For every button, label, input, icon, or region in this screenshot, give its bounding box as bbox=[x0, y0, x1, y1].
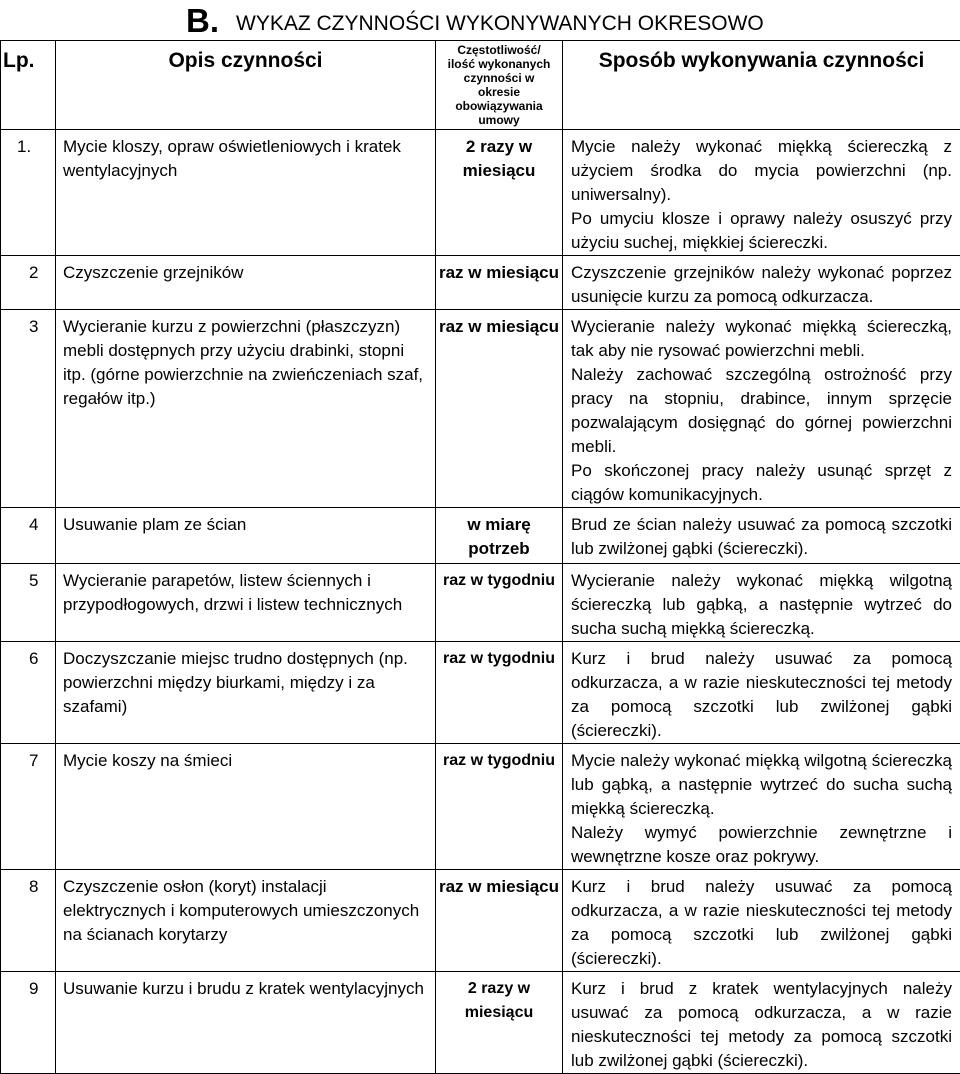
row-frequency: w miarę potrzeb bbox=[436, 508, 563, 564]
section-letter: B. bbox=[186, 2, 219, 40]
method-paragraph: Kurz i brud należy usuwać za pomocą odkurzacza, a w razie nieskuteczności tej metody za pomocą szczotki lub zwilżonej gąbki (ściereczki). bbox=[571, 875, 952, 971]
method-paragraph: Kurz i brud z kratek wentylacyjnych należy usuwać za pomocą odkurzacza, a w razie nieskuteczności tej metody za pomocą szczotki lub zwilżonej gąbki (ściereczki). bbox=[571, 977, 952, 1073]
header-frequency bbox=[436, 41, 563, 130]
row-number: 8 bbox=[1, 870, 56, 972]
table-row bbox=[1, 870, 960, 972]
method-paragraph: Czyszczenie grzejników należy wykonać poprzez usunięcie kurzu za pomocą odkurzacza. bbox=[571, 261, 952, 309]
header-lp: Lp. bbox=[1, 41, 56, 130]
section-title: WYKAZ CZYNNOŚCI WYKONYWANYCH OKRESOWO bbox=[236, 12, 764, 36]
row-description: Wycieranie parapetów, listew ściennych i przypodłogowych, drzwi i listew technicznych bbox=[56, 564, 436, 642]
row-method bbox=[563, 310, 960, 508]
row-number: 3 bbox=[1, 310, 56, 508]
row-frequency: 2 razy w miesiącu bbox=[436, 130, 563, 256]
method-paragraph: Kurz i brud należy usuwać za pomocą odkurzacza, a w razie nieskuteczności tej metody za pomocą szczotki lub zwilżonej gąbki (ściereczki). bbox=[571, 647, 952, 743]
table-row bbox=[1, 744, 960, 870]
row-frequency: 2 razy w miesiącu bbox=[436, 972, 563, 1074]
row-number: 6 bbox=[1, 642, 56, 744]
method-paragraph: Mycie należy wykonać miękką ściereczką z użyciem środka do mycia powierzchni (np. uniwersalny). bbox=[571, 135, 952, 207]
table-row bbox=[1, 972, 960, 1074]
header-sposob: Sposób wykonywania czynności bbox=[563, 41, 960, 130]
table-header-row bbox=[1, 41, 960, 130]
header-opis: Opis czynności bbox=[56, 41, 436, 130]
row-method bbox=[563, 642, 960, 744]
row-description: Mycie koszy na śmieci bbox=[56, 744, 436, 870]
row-frequency: raz w miesiącu bbox=[436, 310, 563, 508]
row-description: Usuwanie kurzu i brudu z kratek wentylacyjnych bbox=[56, 972, 436, 1074]
row-method bbox=[563, 130, 960, 256]
row-frequency: raz w miesiącu bbox=[436, 256, 563, 310]
row-number: 5 bbox=[1, 564, 56, 642]
row-description: Mycie kloszy, opraw oświetleniowych i kratek wentylacyjnych bbox=[56, 130, 436, 256]
row-method bbox=[563, 744, 960, 870]
method-paragraph: Po skończonej pracy należy usunąć sprzęt z ciągów komunikacyjnych. bbox=[571, 459, 952, 507]
method-paragraph: Brud ze ścian należy usuwać za pomocą szczotki lub zwilżonej gąbki (ściereczki). bbox=[571, 513, 952, 561]
document-title bbox=[0, 2, 960, 40]
row-description: Usuwanie plam ze ścian bbox=[56, 508, 436, 564]
row-method bbox=[563, 256, 960, 310]
header-frequency-line: ilość wykonanych bbox=[436, 57, 562, 71]
row-number: 2 bbox=[1, 256, 56, 310]
method-paragraph: Mycie należy wykonać miękką wilgotną ściereczką lub gąbką, a następnie wytrzeć do sucha suchą miękką ściereczką. bbox=[571, 749, 952, 821]
row-frequency: raz w tygodniu bbox=[436, 642, 563, 744]
table-row bbox=[1, 508, 960, 564]
method-paragraph: Należy wymyć powierzchnie zewnętrzne i wewnętrzne kosze oraz pokrywy. bbox=[571, 821, 952, 869]
header-frequency-line: czynności w bbox=[436, 71, 562, 85]
row-description: Czyszczenie osłon (koryt) instalacji elektrycznych i komputerowych umieszczonych na ścianach korytarzy bbox=[56, 870, 436, 972]
row-method bbox=[563, 508, 960, 564]
method-paragraph: Wycieranie należy wykonać miękką ściereczką, tak aby nie rysować powierzchni mebli. bbox=[571, 315, 952, 363]
row-number: 9 bbox=[1, 972, 56, 1074]
method-paragraph: Po umyciu klosze i oprawy należy osuszyć przy użyciu suchej, miękkiej ściereczki. bbox=[571, 207, 952, 255]
table-row bbox=[1, 130, 960, 256]
row-number: 4 bbox=[1, 508, 56, 564]
method-paragraph: Wycieranie należy wykonać miękką wilgotną ściereczką lub gąbką, a następnie wytrzeć do sucha suchą miękką ściereczką. bbox=[571, 569, 952, 641]
row-method bbox=[563, 564, 960, 642]
header-frequency-line: obowiązywania bbox=[436, 99, 562, 113]
header-frequency-line: umowy bbox=[436, 113, 562, 127]
method-paragraph: Należy zachować szczególną ostrożność przy pracy na stopniu, drabince, innym sprzęcie pozwalającym dosięgnąć do górnej powierzchni mebli. bbox=[571, 363, 952, 459]
row-frequency: raz w tygodniu bbox=[436, 744, 563, 870]
row-description: Wycieranie kurzu z powierzchni (płaszczyzn) mebli dostępnych przy użyciu drabinki, stopni itp. (górne powierzchnie na zwieńczeniach szaf, regałów itp.) bbox=[56, 310, 436, 508]
row-number: 7 bbox=[1, 744, 56, 870]
tasks-table bbox=[0, 40, 960, 1074]
header-frequency-line: Częstotliwość/ bbox=[436, 43, 562, 57]
row-method bbox=[563, 972, 960, 1074]
table-row bbox=[1, 642, 960, 744]
row-frequency: raz w miesiącu bbox=[436, 870, 563, 972]
row-number: 1. bbox=[1, 130, 56, 256]
table-row bbox=[1, 564, 960, 642]
table-row bbox=[1, 256, 960, 310]
table-row bbox=[1, 310, 960, 508]
row-description: Doczyszczanie miejsc trudno dostępnych (np. powierzchni między biurkami, między i za szafami) bbox=[56, 642, 436, 744]
header-frequency-line: okresie bbox=[436, 85, 562, 99]
row-description: Czyszczenie grzejników bbox=[56, 256, 436, 310]
row-frequency: raz w tygodniu bbox=[436, 564, 563, 642]
row-method bbox=[563, 870, 960, 972]
